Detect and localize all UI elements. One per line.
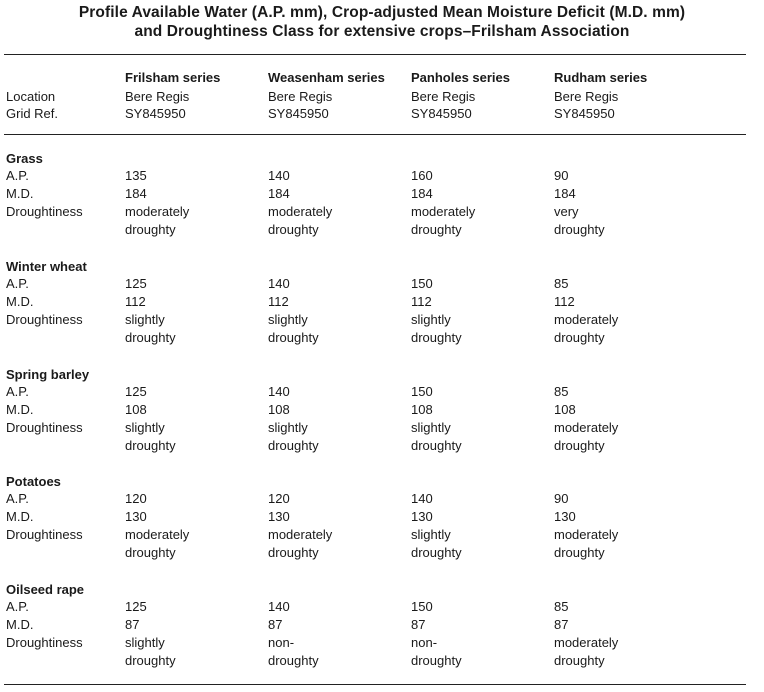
title-line-2: and Droughtiness Class for extensive crops–Frilsham Association bbox=[134, 23, 630, 40]
column-header-grid-ref: SY845950 bbox=[125, 106, 186, 121]
droughtiness-value: moderately bbox=[125, 204, 190, 219]
md-value: 108 bbox=[268, 402, 290, 417]
location-label: Location bbox=[6, 89, 56, 104]
crop-name: Potatoes bbox=[6, 474, 61, 489]
md-value: 130 bbox=[411, 509, 433, 524]
droughtiness-value: slightly bbox=[268, 312, 308, 327]
droughtiness-value-line-2: droughty bbox=[268, 438, 319, 453]
crop-name: Grass bbox=[6, 151, 43, 166]
ap-value: 140 bbox=[268, 599, 290, 614]
column-header-series: Panholes series bbox=[411, 70, 510, 85]
droughtiness-value: slightly bbox=[411, 527, 451, 542]
droughtiness-value-line-2: droughty bbox=[268, 222, 319, 237]
column-header-location: Bere Regis bbox=[554, 89, 619, 104]
droughtiness-value: non- bbox=[411, 635, 438, 650]
crop-name: Spring barley bbox=[6, 367, 90, 382]
md-value: 108 bbox=[125, 402, 147, 417]
md-value: 130 bbox=[125, 509, 147, 524]
crop-name: Oilseed rape bbox=[6, 582, 85, 597]
ap-value: 85 bbox=[554, 276, 569, 291]
droughtiness-value-line-2: droughty bbox=[268, 330, 319, 345]
header-rule bbox=[4, 134, 746, 135]
md-value: 112 bbox=[411, 294, 432, 309]
droughtiness-value: moderately bbox=[554, 420, 619, 435]
md-value: 87 bbox=[554, 617, 569, 632]
droughtiness-value-line-2: droughty bbox=[411, 438, 462, 453]
ap-value: 120 bbox=[268, 491, 290, 506]
md-value: 112 bbox=[268, 294, 289, 309]
column-header-series: Frilsham series bbox=[125, 70, 221, 85]
md-value: 184 bbox=[125, 186, 147, 201]
droughtiness-value-line-2: droughty bbox=[411, 653, 462, 668]
bottom-rule bbox=[4, 684, 746, 685]
row-label-drought: Droughtiness bbox=[6, 204, 83, 219]
droughtiness-value-line-2: droughty bbox=[125, 653, 176, 668]
md-value: 87 bbox=[125, 617, 140, 632]
ap-value: 140 bbox=[268, 384, 290, 399]
row-label-md: M.D. bbox=[6, 402, 34, 417]
row-label-ap: A.P. bbox=[6, 491, 29, 506]
column-header-location: Bere Regis bbox=[268, 89, 333, 104]
droughtiness-value-line-2: droughty bbox=[554, 330, 605, 345]
ap-value: 150 bbox=[411, 384, 433, 399]
row-label-md: M.D. bbox=[6, 617, 34, 632]
column-header-grid-ref: SY845950 bbox=[268, 106, 329, 121]
droughtiness-value-line-2: droughty bbox=[268, 653, 319, 668]
droughtiness-value-line-2: droughty bbox=[554, 438, 605, 453]
column-header-grid-ref: SY845950 bbox=[554, 106, 615, 121]
row-label-md: M.D. bbox=[6, 186, 34, 201]
grid-ref-label: Grid Ref. bbox=[6, 106, 59, 121]
ap-value: 125 bbox=[125, 384, 147, 399]
ap-value: 90 bbox=[554, 491, 569, 506]
ap-value: 90 bbox=[554, 168, 569, 183]
row-label-md: M.D. bbox=[6, 509, 34, 524]
row-label-drought: Droughtiness bbox=[6, 420, 83, 435]
droughtiness-value-line-2: droughty bbox=[125, 330, 176, 345]
top-rule bbox=[4, 54, 746, 55]
droughtiness-value-line-2: droughty bbox=[268, 545, 319, 560]
md-value: 184 bbox=[554, 186, 576, 201]
md-value: 87 bbox=[411, 617, 426, 632]
md-value: 108 bbox=[411, 402, 433, 417]
column-header-location: Bere Regis bbox=[411, 89, 476, 104]
droughtiness-value: very bbox=[554, 204, 579, 219]
ap-value: 150 bbox=[411, 599, 433, 614]
droughtiness-value-line-2: droughty bbox=[125, 545, 176, 560]
ap-value: 125 bbox=[125, 599, 147, 614]
droughtiness-value-line-2: droughty bbox=[125, 438, 176, 453]
ap-value: 85 bbox=[554, 599, 569, 614]
md-value: 130 bbox=[554, 509, 576, 524]
droughtiness-value: slightly bbox=[411, 312, 451, 327]
ap-value: 140 bbox=[411, 491, 433, 506]
row-label-drought: Droughtiness bbox=[6, 635, 83, 650]
ap-value: 160 bbox=[411, 168, 433, 183]
md-value: 112 bbox=[554, 294, 575, 309]
ap-value: 140 bbox=[268, 168, 290, 183]
ap-value: 140 bbox=[268, 276, 290, 291]
droughtiness-value: moderately bbox=[411, 204, 476, 219]
ap-value: 135 bbox=[125, 168, 147, 183]
droughtiness-value-line-2: droughty bbox=[554, 653, 605, 668]
droughtiness-value: moderately bbox=[554, 635, 619, 650]
row-label-ap: A.P. bbox=[6, 168, 29, 183]
row-label-ap: A.P. bbox=[6, 599, 29, 614]
droughtiness-value: moderately bbox=[268, 527, 333, 542]
droughtiness-value: slightly bbox=[125, 635, 165, 650]
ap-value: 120 bbox=[125, 491, 147, 506]
droughtiness-value-line-2: droughty bbox=[554, 545, 605, 560]
column-header-grid-ref: SY845950 bbox=[411, 106, 472, 121]
droughtiness-value-line-2: droughty bbox=[411, 222, 462, 237]
row-label-drought: Droughtiness bbox=[6, 527, 83, 542]
droughtiness-value: moderately bbox=[554, 312, 619, 327]
droughtiness-value-line-2: droughty bbox=[411, 330, 462, 345]
ap-value: 85 bbox=[554, 384, 569, 399]
column-header-series: Rudham series bbox=[554, 70, 648, 85]
md-value: 130 bbox=[268, 509, 290, 524]
droughtiness-value-line-2: droughty bbox=[125, 222, 176, 237]
droughtiness-value: slightly bbox=[125, 420, 165, 435]
row-label-ap: A.P. bbox=[6, 384, 29, 399]
md-value: 87 bbox=[268, 617, 283, 632]
droughtiness-value-line-2: droughty bbox=[554, 222, 605, 237]
droughtiness-value: slightly bbox=[268, 420, 308, 435]
document-title bbox=[0, 3, 764, 41]
crop-name: Winter wheat bbox=[6, 259, 87, 274]
title-line-1: Profile Available Water (A.P. mm), Crop-adjusted Mean Moisture Deficit (M.D. mm) bbox=[78, 4, 686, 21]
column-header-series: Weasenham series bbox=[268, 70, 385, 85]
droughtiness-value: slightly bbox=[125, 312, 165, 327]
droughtiness-value: moderately bbox=[554, 527, 619, 542]
droughtiness-value: slightly bbox=[411, 420, 451, 435]
ap-value: 150 bbox=[411, 276, 433, 291]
row-label-ap: A.P. bbox=[6, 276, 29, 291]
md-value: 108 bbox=[554, 402, 576, 417]
droughtiness-value-line-2: droughty bbox=[411, 545, 462, 560]
md-value: 184 bbox=[411, 186, 433, 201]
row-label-drought: Droughtiness bbox=[6, 312, 83, 327]
droughtiness-value: non- bbox=[268, 635, 295, 650]
md-value: 112 bbox=[125, 294, 146, 309]
droughtiness-value: moderately bbox=[268, 204, 333, 219]
droughtiness-value: moderately bbox=[125, 527, 190, 542]
column-header-location: Bere Regis bbox=[125, 89, 190, 104]
row-label-md: M.D. bbox=[6, 294, 34, 309]
ap-value: 125 bbox=[125, 276, 147, 291]
md-value: 184 bbox=[268, 186, 290, 201]
